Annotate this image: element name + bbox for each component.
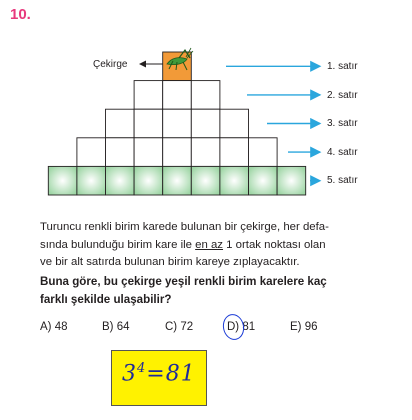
white-square	[249, 138, 278, 167]
row-label-2: 2. satır	[327, 90, 358, 101]
row-label-5: 5. satır	[327, 175, 358, 186]
white-square	[220, 109, 249, 138]
option-c[interactable]: C) 72	[165, 321, 194, 333]
answer-exponent: 4	[137, 361, 147, 376]
answer-result: =81	[146, 361, 196, 387]
statement-line-2	[40, 237, 370, 255]
white-square	[191, 81, 220, 110]
answer-base: 3	[122, 361, 137, 387]
orange-square	[163, 52, 192, 81]
answer-circle-mark	[221, 312, 247, 342]
white-square	[106, 109, 135, 138]
option-e[interactable]: E) 96	[290, 321, 318, 333]
underlined-en-az: en az	[195, 238, 224, 251]
question-text	[40, 273, 375, 309]
green-square	[220, 166, 249, 195]
handwritten-answer-box	[111, 350, 207, 406]
green-square	[106, 166, 135, 195]
white-square	[106, 138, 135, 167]
row-label-4: 4. satır	[327, 147, 358, 158]
statement-line-3: ve bir alt satırda bulunan birim kareye zıplayacaktır.	[40, 256, 300, 268]
question-line-2: farklı şekilde ulaşabilir?	[40, 293, 172, 306]
row-label-1: 1. satır	[327, 61, 358, 72]
row-label-3: 3. satır	[327, 118, 358, 129]
white-square	[163, 81, 192, 110]
green-square	[77, 166, 106, 195]
white-square	[163, 109, 192, 138]
green-square	[191, 166, 220, 195]
white-square	[134, 81, 163, 110]
cekirge-label: Çekirge	[93, 59, 128, 70]
statement-line-2-end: 1 ortak noktası olan	[223, 238, 326, 251]
option-d[interactable]: D) 81	[227, 321, 256, 333]
white-square	[220, 138, 249, 167]
option-a[interactable]: A) 48	[40, 321, 68, 333]
handwritten-answer	[122, 361, 196, 386]
question-line-1: Buna göre, bu çekirge yeşil renkli birim karelere kaç	[40, 275, 327, 288]
green-square	[134, 166, 163, 195]
green-square	[48, 166, 77, 195]
white-square	[134, 109, 163, 138]
green-square	[277, 166, 306, 195]
white-square	[191, 138, 220, 167]
white-square	[134, 138, 163, 167]
green-square	[163, 166, 192, 195]
green-square	[249, 166, 278, 195]
white-square	[163, 138, 192, 167]
option-b[interactable]: B) 64	[102, 321, 130, 333]
problem-statement	[40, 219, 370, 272]
statement-line-2-start: sında bulunduğu birim kare ile	[40, 238, 196, 251]
white-square	[191, 109, 220, 138]
statement-line-1: Turuncu renkli birim karede bulunan bir çekirge, her defa-	[40, 221, 329, 233]
question-number: 10.	[10, 6, 31, 23]
white-square	[77, 138, 106, 167]
